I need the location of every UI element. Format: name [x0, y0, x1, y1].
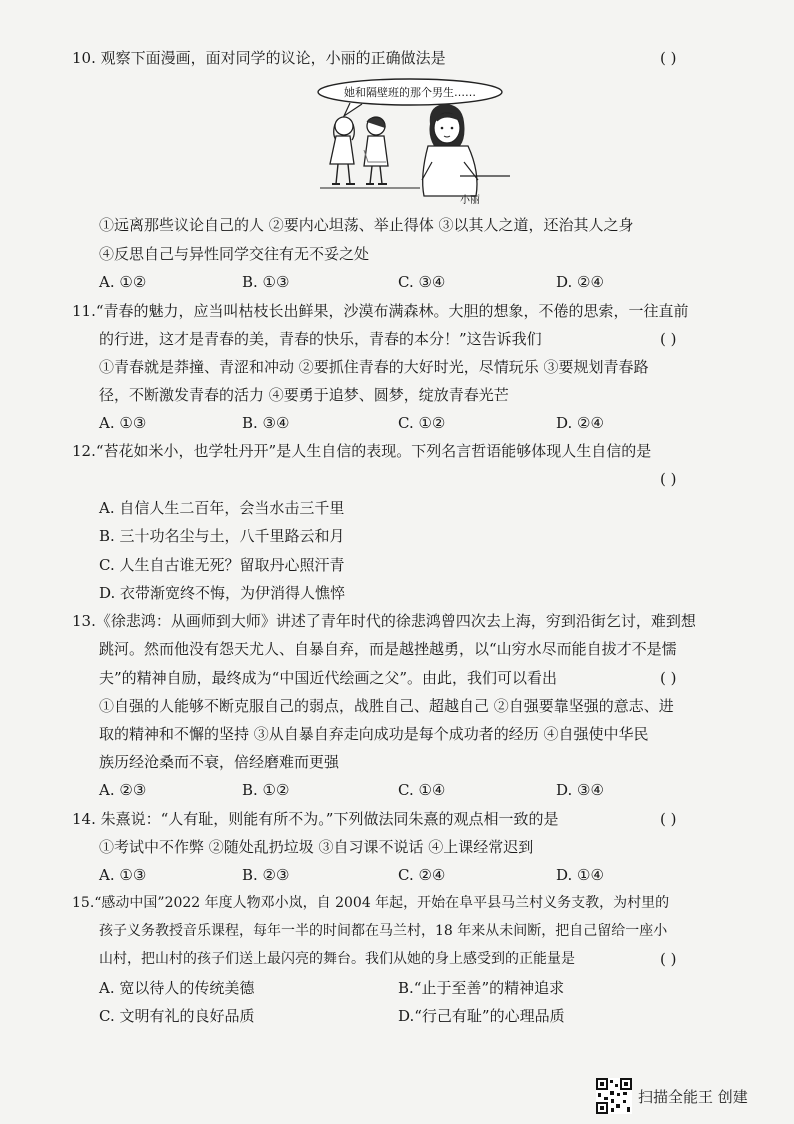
q15-stem-line1: 15.“感动中国”2022 年度人物邓小岚，自 2004 年起，开始在阜平县马兰村义务支教，为村里的 — [72, 895, 670, 911]
q12-option-c: C. 人生自古谁无死？留取丹心照汗青 — [99, 556, 345, 574]
q15-option-c: C. 文明有礼的良好品质 — [99, 1007, 255, 1025]
q10-option-c: C. ③④ — [398, 273, 446, 291]
cartoon-illustration — [310, 76, 510, 206]
q13-stem-line3: 夫”的精神自励，最终成为“中国近代绘画之父”。由此，我们可以看出 — [99, 669, 558, 687]
q10-statements-line1: ①远离那些议论自己的人 ②要内心坦荡、举止得体 ③以其人之道，还治其人之身 — [99, 216, 634, 234]
q14-statements: ①考试中不作弊 ②随处乱扔垃圾 ③自习课不说话 ④上课经常迟到 — [99, 838, 534, 856]
q13-option-b: B. ①② — [242, 781, 290, 799]
q13-statements-line2: 取的精神和不懈的坚持 ③从自暴自弃走向成功是每个成功者的经历 ④自强使中华民 — [99, 725, 649, 743]
q15-stem-line2: 孩子义务教授音乐课程，每年一半的时间都在马兰村，18 年来从未间断，把自己留给一座小 — [99, 923, 668, 939]
q11-option-c: C. ①② — [398, 414, 446, 432]
q11-stem-line1: 11.“青春的魅力，应当叫枯枝长出鲜果，沙漠布满森林。大胆的想象，不倦的思索，一往直前 — [72, 302, 689, 320]
q12-option-a: A. 自信人生二百年，会当水击三千里 — [99, 499, 345, 517]
q14-option-b: B. ②③ — [242, 866, 290, 884]
q11-answer-paren: ( ) — [660, 330, 677, 348]
q15-option-a: A. 宽以待人的传统美德 — [99, 979, 255, 997]
q14-option-d: D. ①④ — [556, 866, 604, 884]
q11-option-a: A. ①③ — [99, 414, 147, 432]
q15-option-d: D.“行己有耻”的心理品质 — [398, 1007, 565, 1025]
q10-option-b: B. ①③ — [242, 273, 290, 291]
q10-statements-line2: ④反思自己与异性同学交往有无不妥之处 — [99, 245, 370, 263]
q14-option-c: C. ②④ — [398, 866, 446, 884]
q11-statements-line1: ①青春就是莽撞、青涩和冲动 ②要抓住青春的大好时光，尽情玩乐 ③要规划青春路 — [99, 358, 649, 376]
q12-stem: 12.“苔花如米小，也学牡丹开”是人生自信的表现。下列名言哲语能够体现人生自信的是 — [72, 442, 652, 460]
q13-option-d: D. ③④ — [556, 781, 604, 799]
q13-stem-line2: 跳河。然而他没有怨天尤人、自暴自弃，而是越挫越勇，以“山穷水尽而能自拔才不是懦 — [99, 640, 677, 658]
q14-answer-paren: ( ) — [660, 810, 677, 828]
q13-stem-line1: 13.《徐悲鸿：从画师到大师》讲述了青年时代的徐悲鸿曾四次去上海，穷到沿街乞讨，难到想 — [72, 612, 696, 630]
q11-option-d: D. ②④ — [556, 414, 604, 432]
q15-answer-paren: ( ) — [660, 950, 677, 968]
q13-option-c: C. ①④ — [398, 781, 446, 799]
q11-option-b: B. ③④ — [242, 414, 290, 432]
q10-option-a: A. ①② — [99, 273, 147, 291]
q12-option-b: B. 三十功名尘与土，八千里路云和月 — [99, 527, 345, 545]
q11-statements-line2: 径，不断激发青春的活力 ④要勇于追梦、圆梦，绽放青春光芒 — [99, 386, 509, 404]
q15-stem-line3: 山村，把山村的孩子们送上最闪亮的舞台。我们从她的身上感受到的正能量是 — [99, 951, 575, 967]
q15-option-b: B.“止于至善”的精神追求 — [398, 979, 565, 997]
q12-option-d: D. 衣带渐宽终不悔，为伊消得人憔悴 — [99, 584, 346, 602]
q12-answer-paren: ( ) — [660, 470, 677, 488]
q10-option-d: D. ②④ — [556, 273, 604, 291]
scanner-watermark — [596, 1078, 748, 1114]
qr-code-icon — [596, 1078, 632, 1114]
q10-answer-paren: ( ) — [660, 49, 677, 67]
q10-cartoon — [310, 76, 510, 206]
q13-answer-paren: ( ) — [660, 669, 677, 687]
cartoon-speech-bubble: 她和隔壁班的那个男生…… — [344, 86, 476, 99]
q13-statements-line3: 族历经沧桑而不衰，倍经磨难而更强 — [99, 753, 340, 771]
q11-stem-line2: 的行进，这才是青春的美，青春的快乐，青春的本分！”这告诉我们 — [99, 330, 542, 348]
q13-statements-line1: ①自强的人能够不断克服自己的弱点，战胜自己、超越自己 ②自强要靠坚强的意志、进 — [99, 697, 674, 715]
q10-stem: 10. 观察下面漫画，面对同学的议论，小丽的正确做法是 — [72, 49, 446, 67]
cartoon-name-label: 小丽 — [460, 195, 480, 206]
q14-option-a: A. ①③ — [99, 866, 147, 884]
q13-option-a: A. ②③ — [99, 781, 147, 799]
q14-stem: 14. 朱熹说：“人有耻，则能有所不为。”下列做法同朱熹的观点相一致的是 — [72, 810, 559, 828]
scanner-watermark-text: 扫描全能王 创建 — [638, 1087, 748, 1106]
